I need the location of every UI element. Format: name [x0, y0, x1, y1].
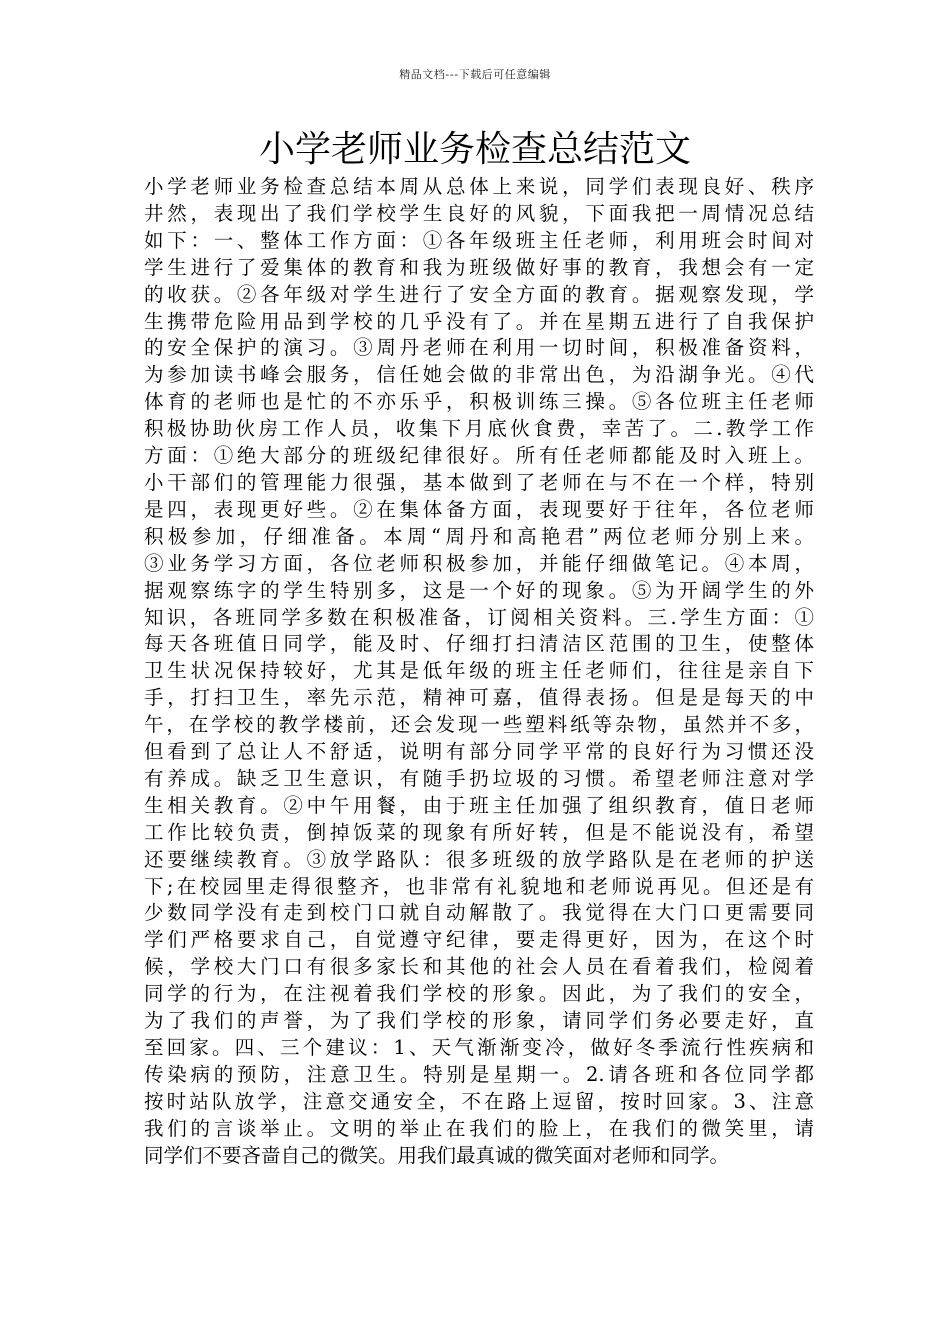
- body-line: 学生进行了爱集体的教育和我为班级做好事的教育，我想会有一定: [144, 255, 814, 279]
- body-line: 方面：①绝大部分的班级纪律很好。所有任老师都能及时入班上。: [144, 444, 814, 468]
- document-title: 小学老师业务检查总结范文: [258, 129, 691, 170]
- body-line: 卫生状况保持较好，尤其是低年级的班主任老师们，往往是亲自下: [144, 659, 814, 683]
- body-line: 体育的老师也是忙的不亦乐乎，积极训练三操。⑤各位班主任老师: [144, 390, 814, 414]
- page-header: 精品文档---下载后可任意编辑: [399, 68, 551, 81]
- body-line: 传染病的预防，注意卫生。特别是星期一。2.请各班和各位同学都: [144, 1062, 814, 1086]
- document-body: [144, 174, 814, 1170]
- body-line: 手，打扫卫生，率先示范，精神可嘉，值得表扬。但是是每天的中: [144, 686, 814, 710]
- body-line: 我们的言谈举止。文明的举止在我们的脸上，在我们的微笑里，请: [144, 1116, 814, 1140]
- body-line: 但看到了总让人不舒适，说明有部分同学平常的良好行为习惯还没: [144, 740, 814, 764]
- body-line: 工作比较负责，倒掉饭菜的现象有所好转，但是不能说没有，希望: [144, 820, 814, 844]
- body-line: 的收获。②各年级对学生进行了安全方面的教育。据观察发现，学: [144, 282, 814, 306]
- body-line: 据观察练字的学生特别多，这是一个好的现象。⑤为开阔学生的外: [144, 578, 814, 602]
- body-line: 的安全保护的演习。③周丹老师在利用一切时间，积极准备资料，: [144, 336, 814, 360]
- body-line: ③业务学习方面，各位老师积极参加，并能仔细做笔记。④本周，: [144, 551, 814, 575]
- body-line: 为参加读书峰会服务，信任她会做的非常出色，为沿湖争光。④代: [144, 363, 814, 387]
- body-line: 如下：一、整体工作方面：①各年级班主任老师，利用班会时间对: [144, 228, 814, 252]
- body-line: 每天各班值日同学，能及时、仔细打扫清洁区范围的卫生，使整体: [144, 632, 814, 656]
- body-line: 为了我们的声誉，为了我们学校的形象，请同学们务必要走好，直: [144, 1009, 814, 1033]
- body-line: 是四，表现更好些。②在集体备方面，表现要好于往年，各位老师: [144, 497, 814, 521]
- body-line: 小学老师业务检查总结本周从总体上来说，同学们表现良好、秩序: [144, 175, 814, 198]
- body-line: 学们严格要求自己，自觉遵守纪律，要走得更好，因为，在这个时: [144, 928, 814, 952]
- body-line: 小干部们的管理能力很强，基本做到了老师在与不在一个样，特别: [144, 470, 814, 494]
- body-line: 积极参加，仔细准备。本周“周丹和高艳君”两位老师分别上来。: [144, 524, 814, 548]
- body-line: 午，在学校的教学楼前，还会发现一些塑料纸等杂物，虽然并不多，: [144, 713, 814, 737]
- body-line: 知识，各班同学多数在积极准备，订阅相关资料。三.学生方面：①: [144, 605, 814, 629]
- body-line: 至回家。四、三个建议：1、天气渐渐变冷，做好冬季流行性疾病和: [144, 1036, 814, 1059]
- body-line: 同学的行为，在注视着我们学校的形象。因此，为了我们的安全，: [144, 982, 814, 1006]
- body-line: 生相关教育。②中午用餐，由于班主任加强了组织教育，值日老师: [144, 793, 814, 817]
- body-line: 井然，表现出了我们学校学生良好的风貌，下面我把一周情况总结: [144, 201, 814, 225]
- body-line: 按时站队放学，注意交通安全，不在路上逗留，按时回家。3、注意: [144, 1089, 814, 1113]
- body-line: 下;在校园里走得很整齐，也非常有礼貌地和老师说再见。但还是有: [144, 874, 814, 898]
- body-line: 候，学校大门口有很多家长和其他的社会人员在看着我们，检阅着: [144, 955, 814, 979]
- body-line: 还要继续教育。③放学路队：很多班级的放学路队是在老师的护送: [144, 847, 814, 871]
- body-line: 生携带危险用品到学校的几乎没有了。并在星期五进行了自我保护: [144, 309, 814, 333]
- body-line: 同学们不要吝啬自己的微笑。用我们最真诚的微笑面对老师和同学。: [144, 1143, 730, 1167]
- body-line: 少数同学没有走到校门口就自动解散了。我觉得在大门口更需要同: [144, 901, 814, 925]
- body-line: 有养成。缺乏卫生意识，有随手扔垃圾的习惯。希望老师注意对学: [144, 766, 814, 790]
- body-line: 积极协助伙房工作人员，收集下月底伙食费，幸苦了。二.教学工作: [144, 417, 814, 441]
